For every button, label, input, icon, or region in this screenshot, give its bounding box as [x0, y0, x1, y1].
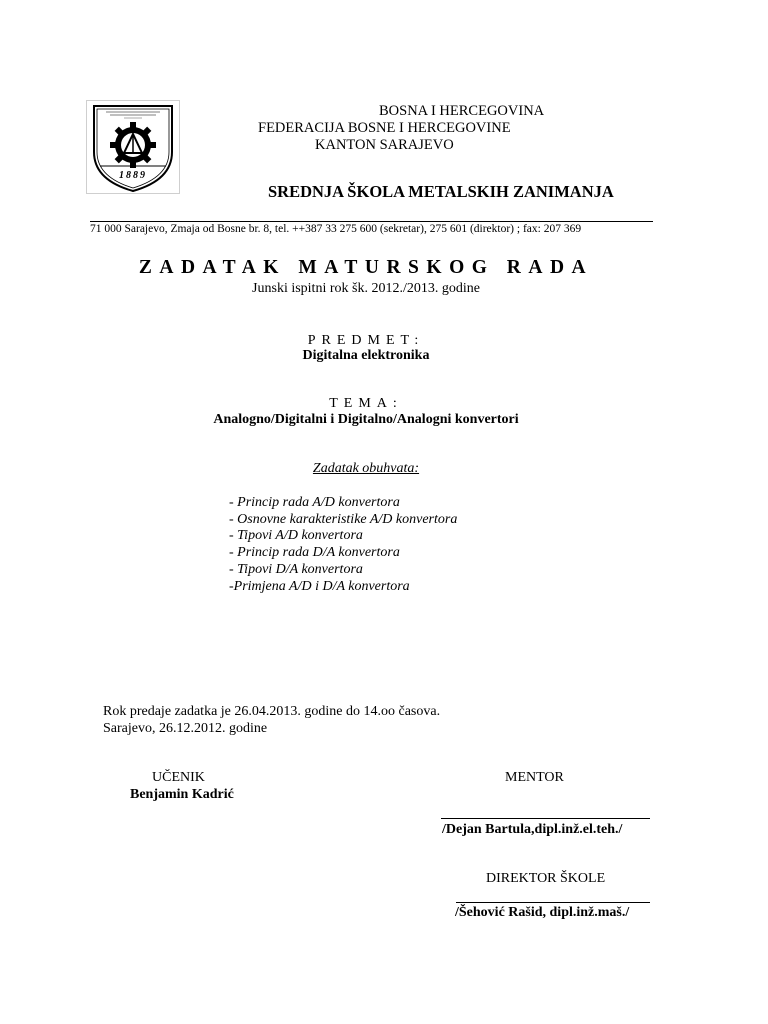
federation-heading: FEDERACIJA BOSNE I HERCEGOVINE — [258, 120, 511, 136]
task-item: - Osnovne karakteristike A/D konvertora — [229, 511, 458, 527]
task-item: - Princip rada A/D konvertora — [229, 495, 400, 510]
document-title: ZADATAK MATURSKOG RADA — [138, 257, 594, 278]
task-item: - Tipovi D/A konvertora — [229, 561, 363, 577]
mentor-label: MENTOR — [505, 770, 564, 785]
task-heading: Zadatak obuhvata: — [312, 461, 420, 476]
subject-label: PREDMET: — [307, 333, 425, 348]
place-date: Sarajevo, 26.12.2012. godine — [103, 721, 268, 736]
country-heading: BOSNA I HERCEGOVINA — [379, 103, 545, 119]
director-label: DIREKTOR ŠKOLE — [486, 871, 606, 886]
task-item: -Primjena A/D i D/A konvertora — [229, 578, 410, 594]
mentor-name: /Dejan Bartula,dipl.inž.el.teh./ — [442, 822, 623, 837]
school-address: 71 000 Sarajevo, Zmaja od Bosne br. 8, tel. ++387 33 275 600 (sekretar), 275 601 (direktor) ; fax: 207 369 — [90, 223, 582, 235]
header-divider — [90, 221, 653, 222]
topic-label: TEMA: — [329, 396, 403, 411]
svg-text:1889: 1889 — [119, 170, 147, 181]
exam-period: Junski ispitni rok šk. 2012./2013. godine — [252, 281, 480, 296]
task-list — [229, 495, 457, 595]
topic-value: Analogno/Digitalni i Digitalno/Analogni konvertori — [213, 412, 519, 427]
director-name: /Šehović Rašid, dipl.inž.maš./ — [455, 905, 630, 920]
canton-heading: KANTON SARAJEVO — [315, 137, 454, 153]
school-name: SREDNJA ŠKOLA METALSKIH ZANIMANJA — [268, 182, 614, 201]
deadline-text: Rok predaje zadatka je 26.04.2013. godine do 14.oo časova. — [103, 704, 441, 719]
student-label: UČENIK — [152, 770, 205, 785]
task-item: - Tipovi A/D konvertora — [229, 528, 363, 544]
director-signature-line — [456, 902, 650, 903]
student-name: Benjamin Kadrić — [130, 787, 234, 802]
school-seal-logo — [86, 100, 180, 194]
task-item: - Princip rada D/A konvertora — [229, 545, 400, 561]
subject-value: Digitalna elektronika — [302, 348, 430, 363]
mentor-signature-line — [441, 818, 650, 819]
